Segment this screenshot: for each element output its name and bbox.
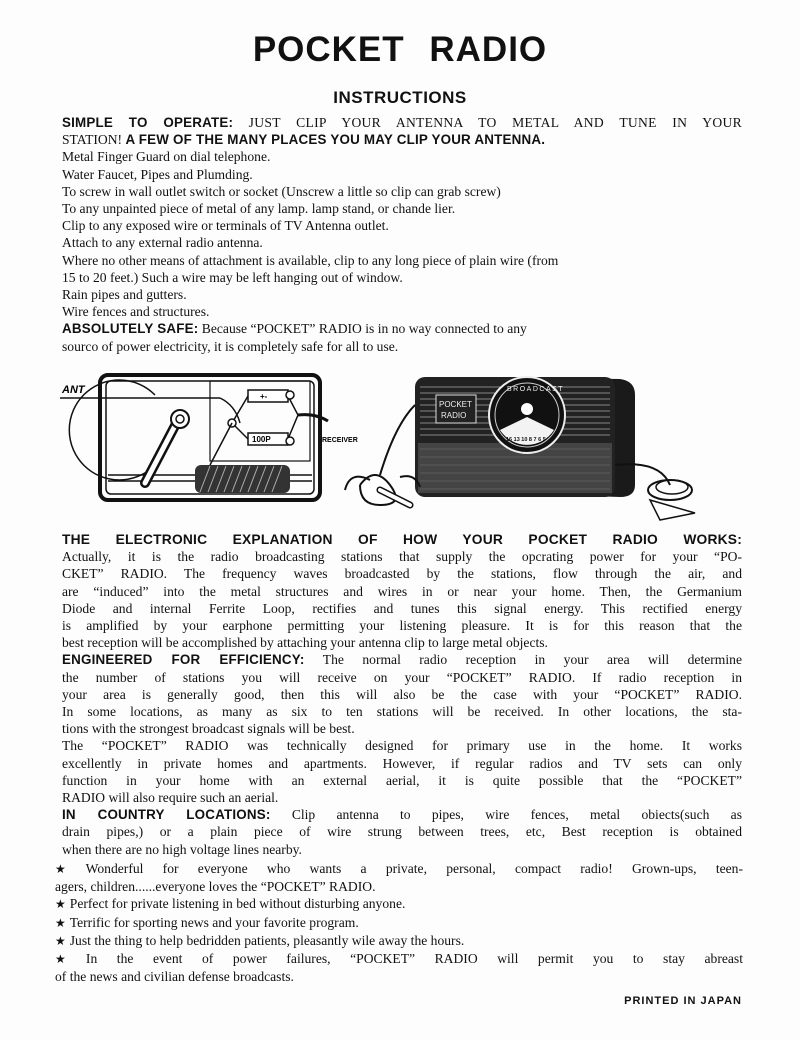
star-icon: ★ [55, 862, 82, 876]
paragraph-line: CKET” RADIO. The frequency waves broadcasted by the stations, flow through the air, and [62, 566, 742, 582]
paragraph-line: best reception will be accomplished by attaching your antenna clip to large metal objects. [62, 635, 548, 651]
section-heading: SIMPLE TO OPERATE: [62, 115, 234, 130]
bullet-text: Perfect for private listening in bed without disturbing anyone. [69, 896, 406, 912]
paragraph-text: Clip antenna to pipes, wire fences, metal obiects(such as [291, 807, 742, 823]
bullet-text: Terrific for sporting news and your favorite program. [69, 914, 359, 930]
bullet-item [55, 860, 743, 878]
bullet-item [55, 950, 743, 968]
sub-heading: A FEW OF THE MANY PLACES YOU MAY CLIP YOUR ANTENNA. [125, 132, 546, 148]
list-item: 15 to 20 feet.) Such a wire may be left hanging out of window. [62, 269, 403, 285]
radio-drawing [345, 377, 695, 520]
paragraph-line: The “POCKET” RADIO was technically designed for primary use in the home. It works [62, 738, 742, 754]
bullet-text: In the event of power failures, “POCKET” RADIO will permit you to stay abreast [85, 951, 743, 967]
dial-top-label: BROADCAST [507, 386, 565, 393]
radio-badge-line2: RADIO [441, 411, 467, 420]
list-item: Metal Finger Guard on dial telephone. [62, 149, 271, 165]
capacitor-label: 100P [252, 435, 271, 444]
dial-scale: 16 13 10 8 7 6 5 [506, 437, 546, 443]
paragraph-line: drain pipes,) or a plain piece of wire strung between trees, etc, Best reception is obtained [62, 824, 742, 840]
list-item: Where no other means of attachment is available, clip to any long piece of plain wire (from [62, 252, 559, 268]
paragraph-line: Diode and internal Ferrite Loop, rectifies and tunes this signal energy. This rectified energy [62, 600, 742, 616]
section-heading: ABSOLUTELY SAFE: [62, 321, 199, 337]
paragraph-line: In some locations, as many as six to ten stations will be received. In other locations, the sta- [62, 704, 742, 720]
bullet-continuation: agers, children......everyone loves the “POCKET” RADIO. [55, 879, 376, 895]
paragraph-text: The normal radio reception in your area will determine [322, 652, 742, 668]
star-icon: ★ [55, 952, 82, 967]
safe-text: Because “POCKET” RADIO is in no way connected to any [201, 321, 527, 337]
feature-bullets [55, 860, 743, 985]
list-item: To any unpainted piece of metal of any lamp. lamp stand, or chande lier. [62, 201, 456, 217]
paragraph-line: excellently in private homes and apartments. However, if regular radios and TV sets can only [62, 755, 742, 771]
bullet-item [55, 932, 743, 950]
paragraph-line: the number of stations you will receive on your “POCKET” RADIO. If radio reception in [62, 669, 742, 685]
section-heading: ENGINEERED FOR EFFICIENCY: [62, 652, 305, 668]
list-item: Rain pipes and gutters. [62, 287, 187, 303]
section-electronic-explanation [62, 531, 742, 858]
safe-text-2: sourco of power electricity, it is completely safe for all to use. [62, 338, 399, 354]
antenna-label: ANT [62, 384, 85, 396]
section-heading: THE ELECTRONIC EXPLANATION OF HOW YOUR POCKET RADIO WORKS: [62, 532, 742, 547]
list-item: Clip to any exposed wire or terminals of TV Antenna outlet. [62, 218, 389, 234]
bullet-item [55, 895, 743, 913]
intro-text-2: STATION! [62, 132, 123, 148]
paragraph-line: tions with the strongest broadcast signals will be best. [62, 721, 355, 737]
list-item: Water Faucet, Pipes and Plumding. [62, 166, 253, 182]
star-icon: ★ [55, 933, 66, 948]
circuit-diagram [60, 375, 358, 500]
section-simple-to-operate [62, 114, 742, 355]
list-item: To screw in wall outlet switch or socket (Unscrew a little so clip can grab screw) [62, 183, 501, 199]
section-heading: IN COUNTRY LOCATIONS: [62, 807, 271, 823]
bullet-text: Just the thing to help bedridden patients, pleasantly wile away the hours. [69, 932, 465, 948]
radio-illustration [60, 365, 710, 525]
radio-badge-line1: POCKET [439, 400, 472, 409]
bullet-item [55, 914, 743, 932]
receiver-label: RECEIVER [322, 437, 358, 444]
paragraph-line: function in your home with an external aerial, it is quite possible that the “POCKET” [62, 772, 742, 788]
list-item: Attach to any external radio antenna. [62, 235, 263, 251]
document-title: POCKET RADIO [252, 30, 548, 69]
star-icon: ★ [55, 897, 66, 912]
paragraph-line: are “induced” into the metal structures and wires in or near your home. Then, the Germanium [62, 583, 742, 599]
bullet-text: Wonderful for everyone who wants a private, personal, compact radio! Grown-ups, teen- [85, 861, 743, 876]
paragraph-line: is amplified by your earphone permitting your listening pleasure. It is for this reason that the [62, 618, 742, 634]
bullet-continuation: of the news and civilian defense broadcasts. [55, 969, 294, 985]
diode-label: +- [260, 392, 268, 401]
document-subtitle: INSTRUCTIONS [333, 88, 467, 107]
printed-in-footer: PRINTED IN JAPAN [624, 995, 742, 1007]
paragraph-line: RADIO will also require such an aerial. [62, 790, 279, 806]
paragraph-line: when there are no high voltage lines nearby. [62, 841, 302, 857]
paragraph-line: Actually, it is the radio broadcasting stations that supply the opcrating power for your “PO- [62, 549, 742, 565]
intro-text: JUST CLIP YOUR ANTENNA TO METAL AND TUNE IN YOUR [248, 115, 743, 130]
paragraph-line: your area is generally good, then this will also be the case with your “POCKET” RADIO. [62, 686, 742, 702]
star-icon: ★ [55, 915, 66, 930]
list-item: Wire fences and structures. [62, 304, 210, 320]
